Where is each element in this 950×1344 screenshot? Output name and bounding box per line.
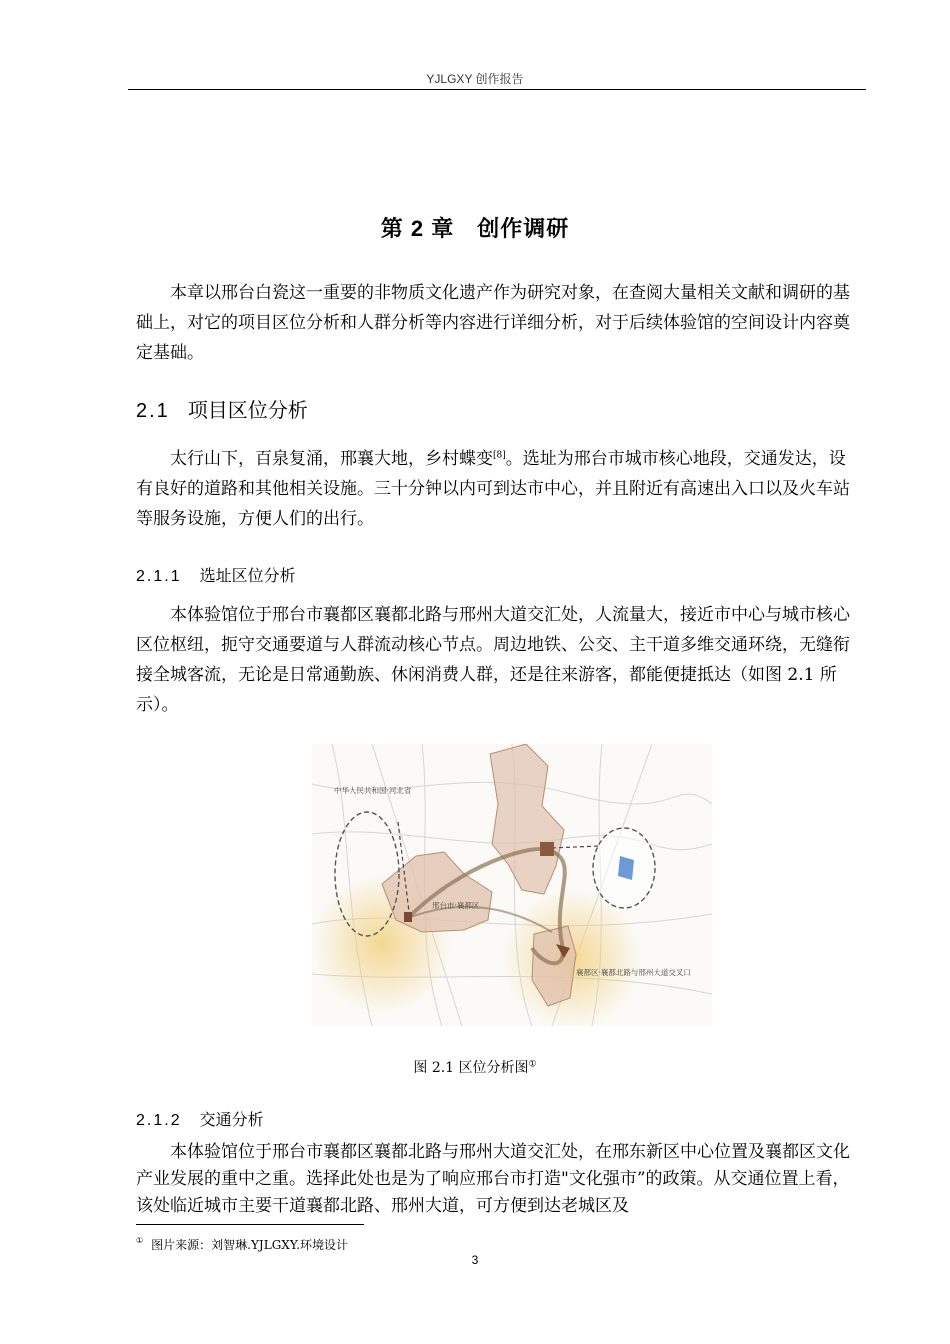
- subsection-title: 选址区位分析: [199, 568, 296, 585]
- footnote-mark: ①: [136, 1236, 144, 1245]
- subsection-number: 2.1.1: [136, 568, 182, 585]
- footnote: [136, 1236, 348, 1253]
- section-title: 项目区位分析: [187, 400, 308, 422]
- section-2-1-text-a: 太行山下，百泉复涌，邢襄大地，乡村蝶变: [170, 449, 493, 469]
- subsection-number: 2.1.2: [136, 1112, 182, 1129]
- section-2-1-heading: [136, 394, 308, 423]
- intro-paragraph: [136, 278, 866, 368]
- section-2-1-2-paragraph: [136, 1139, 866, 1220]
- section-2-1-2-heading: [136, 1107, 264, 1130]
- figure-caption-mark: ①: [528, 1059, 537, 1070]
- figure-caption: [0, 1057, 950, 1077]
- header-divider: [128, 89, 866, 90]
- footnote-text: 图片来源：刘智琳.YJLGXY.环境设计: [151, 1238, 349, 1252]
- section-2-1-paragraph: [136, 444, 856, 534]
- site-marker-district: [404, 912, 412, 922]
- section-2-1-text-b: 。选址为邢台市城市核心地段，交通发达，设有良好的道路和其他相关设施。三十分钟以内可到达市中心，并且附近有高速出入口以及火车站等服务设施，方便人们的出行。: [136, 449, 850, 529]
- intro-text: 本章以邢台白瓷这一重要的非物质文化遗产作为研究对象，在查阅大量相关文献和调研的基础上，对它的项目区位分析和人群分析等内容进行详细分析，对于后续体验馆的空间设计内容奠定基础。: [136, 283, 850, 363]
- figure-caption-text: 图 2.1 区位分析图: [413, 1060, 529, 1076]
- subsection-title: 交通分析: [199, 1112, 264, 1129]
- site-marker-north: [540, 842, 554, 856]
- location-map: [312, 744, 712, 1026]
- section-2-1-2-text: 本体验馆位于邢台市襄都区襄都北路与邢州大道交汇处，在邢东新区中心位置及襄都区文化产业发展的重中之重。选择此处也是为了响应邢台市打造"文化强市”的政策。从交通位置上看，该处临近城市主要干道襄都北路、邢州大道，可方便到达老城区及: [136, 1142, 850, 1216]
- section-number: 2.1: [136, 400, 170, 422]
- region-north: [490, 744, 564, 894]
- footnote-divider: [136, 1224, 364, 1225]
- section-2-1-text: [136, 444, 856, 534]
- label-province: 中华人民共和国·河北省: [334, 786, 412, 795]
- location-map-figure: [312, 744, 712, 1026]
- chapter-title: 第 2 章 创作调研: [380, 216, 570, 241]
- label-district: 邢台市·襄都区: [432, 901, 480, 910]
- section-2-1-1-paragraph: [136, 600, 866, 720]
- page-header: YJLGXY 创作报告: [426, 72, 524, 86]
- section-2-1-1-text: 本体验馆位于邢台市襄都区襄都北路与邢州大道交汇处，人流量大，接近市中心与城市核心区位枢纽，扼守交通要道与人群流动核心节点。周边地铁、公交、主干道多维交通环绕，无缝衔接全城客流，无论是日常通勤族、休闲消费人群，还是往来游客，都能便捷抵达（如图 2.1 所示）。: [136, 605, 850, 715]
- water-body-icon: [618, 856, 634, 880]
- citation-ref: [8]: [493, 450, 506, 461]
- label-site: 襄都区·襄都北路与邢州大道交叉口: [576, 968, 691, 977]
- section-2-1-1-heading: [136, 563, 296, 586]
- page-number: 3: [471, 1253, 479, 1267]
